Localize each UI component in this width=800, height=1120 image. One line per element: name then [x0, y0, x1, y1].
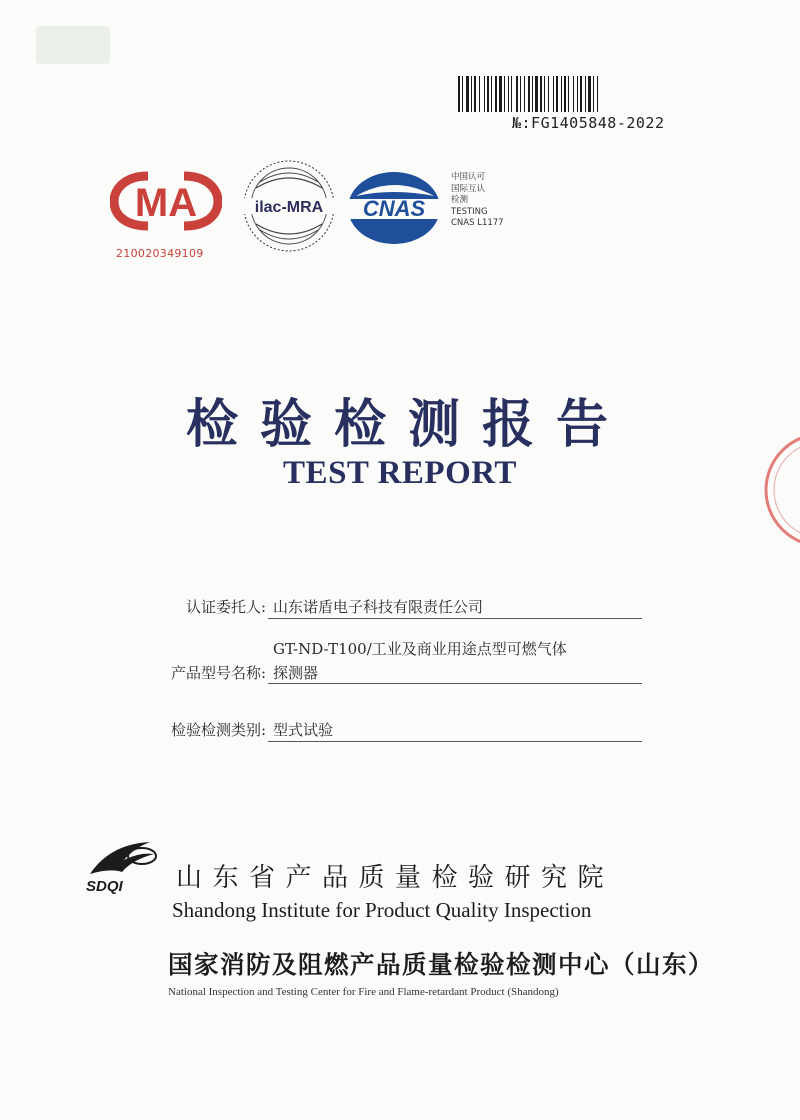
- barcode: [458, 76, 686, 112]
- barcode-bar: [556, 76, 558, 112]
- test-type-value: 型式试验: [273, 721, 334, 739]
- barcode-bar: [535, 76, 538, 112]
- seal-stamp-edge: [762, 430, 800, 550]
- barcode-bar: [458, 76, 460, 112]
- cnas-caption-line: CNAS L1177: [451, 218, 504, 228]
- test-type-underline: [268, 741, 642, 742]
- barcode-bar: [466, 76, 469, 112]
- barcode-bar: [585, 76, 586, 112]
- product-value-line1: GT-ND-T100/工业及商业用途点型可燃气体: [273, 640, 567, 658]
- ilac-text: ilac-MRA: [254, 199, 324, 216]
- report-serial-number: №:FG1405848-2022: [512, 114, 665, 132]
- barcode-bar: [511, 76, 512, 112]
- cnas-caption: [451, 172, 504, 230]
- barcode-bar: [479, 76, 480, 112]
- cnas-caption-line: 检测: [451, 195, 469, 205]
- barcode-bar: [504, 76, 505, 112]
- cnas-text: CNAS: [362, 196, 426, 221]
- report-title-en: TEST REPORT: [283, 455, 517, 491]
- barcode-bar: [491, 76, 492, 112]
- barcode-bar: [524, 76, 525, 112]
- barcode-bar: [573, 76, 574, 112]
- product-underline: [268, 683, 642, 684]
- cnas-logo: [342, 166, 446, 250]
- barcode-bar: [577, 76, 578, 112]
- test-type-label: 检验检测类别:: [170, 721, 266, 739]
- client-label: 认证委托人:: [185, 598, 266, 616]
- barcode-bar: [495, 76, 497, 112]
- sdqi-text: SDQI: [86, 878, 123, 894]
- barcode-bar: [553, 76, 554, 112]
- barcode-bar: [487, 76, 489, 112]
- client-underline: [268, 618, 642, 619]
- institute-name-en: Shandong Institute for Product Quality Inspection: [172, 898, 592, 922]
- center-name-cn: 国家消防及阻燃产品质量检验检测中心（山东）: [168, 950, 714, 979]
- cma-logo: [110, 170, 222, 232]
- barcode-bar: [516, 76, 518, 112]
- barcode-bar: [568, 76, 569, 112]
- scan-mark: [36, 26, 110, 64]
- cnas-caption-line: TESTING: [451, 206, 488, 217]
- client-value: 山东诺盾电子科技有限责任公司: [273, 598, 484, 616]
- barcode-bar: [508, 76, 509, 112]
- barcode-bar: [580, 76, 582, 112]
- barcode-bar: [484, 76, 485, 112]
- barcode-bar: [499, 76, 502, 112]
- barcode-bar: [597, 76, 598, 112]
- product-label: 产品型号名称:: [170, 664, 266, 682]
- report-title-cn: 检验检测报告: [185, 395, 630, 455]
- svg-text:MA: MA: [134, 181, 198, 225]
- barcode-bar: [462, 76, 463, 112]
- product-value-line2: 探测器: [273, 664, 319, 682]
- barcode-bar: [564, 76, 566, 112]
- center-name-en: National Inspection and Testing Center for Fire and Flame-retardant Product (Shandong): [168, 986, 559, 998]
- cma-number: 210020349109: [116, 247, 204, 260]
- barcode-bar: [561, 76, 562, 112]
- barcode-bar: [471, 76, 472, 112]
- ilac-mra-logo: [236, 158, 342, 254]
- barcode-bar: [548, 76, 549, 112]
- cnas-caption-line: 中国认可: [451, 172, 486, 182]
- barcode-bar: [532, 76, 533, 112]
- institute-name-cn: 山东省产品质量检验研究院: [176, 863, 615, 893]
- barcode-bar: [540, 76, 542, 112]
- barcode-bar: [544, 76, 545, 112]
- barcode-bar: [593, 76, 594, 112]
- barcode-bar: [588, 76, 591, 112]
- cnas-caption-line: 国际互认: [451, 183, 486, 194]
- barcode-bar: [528, 76, 530, 112]
- sdqi-logo: [80, 838, 170, 894]
- barcode-bar: [474, 76, 476, 112]
- barcode-bar: [520, 76, 521, 112]
